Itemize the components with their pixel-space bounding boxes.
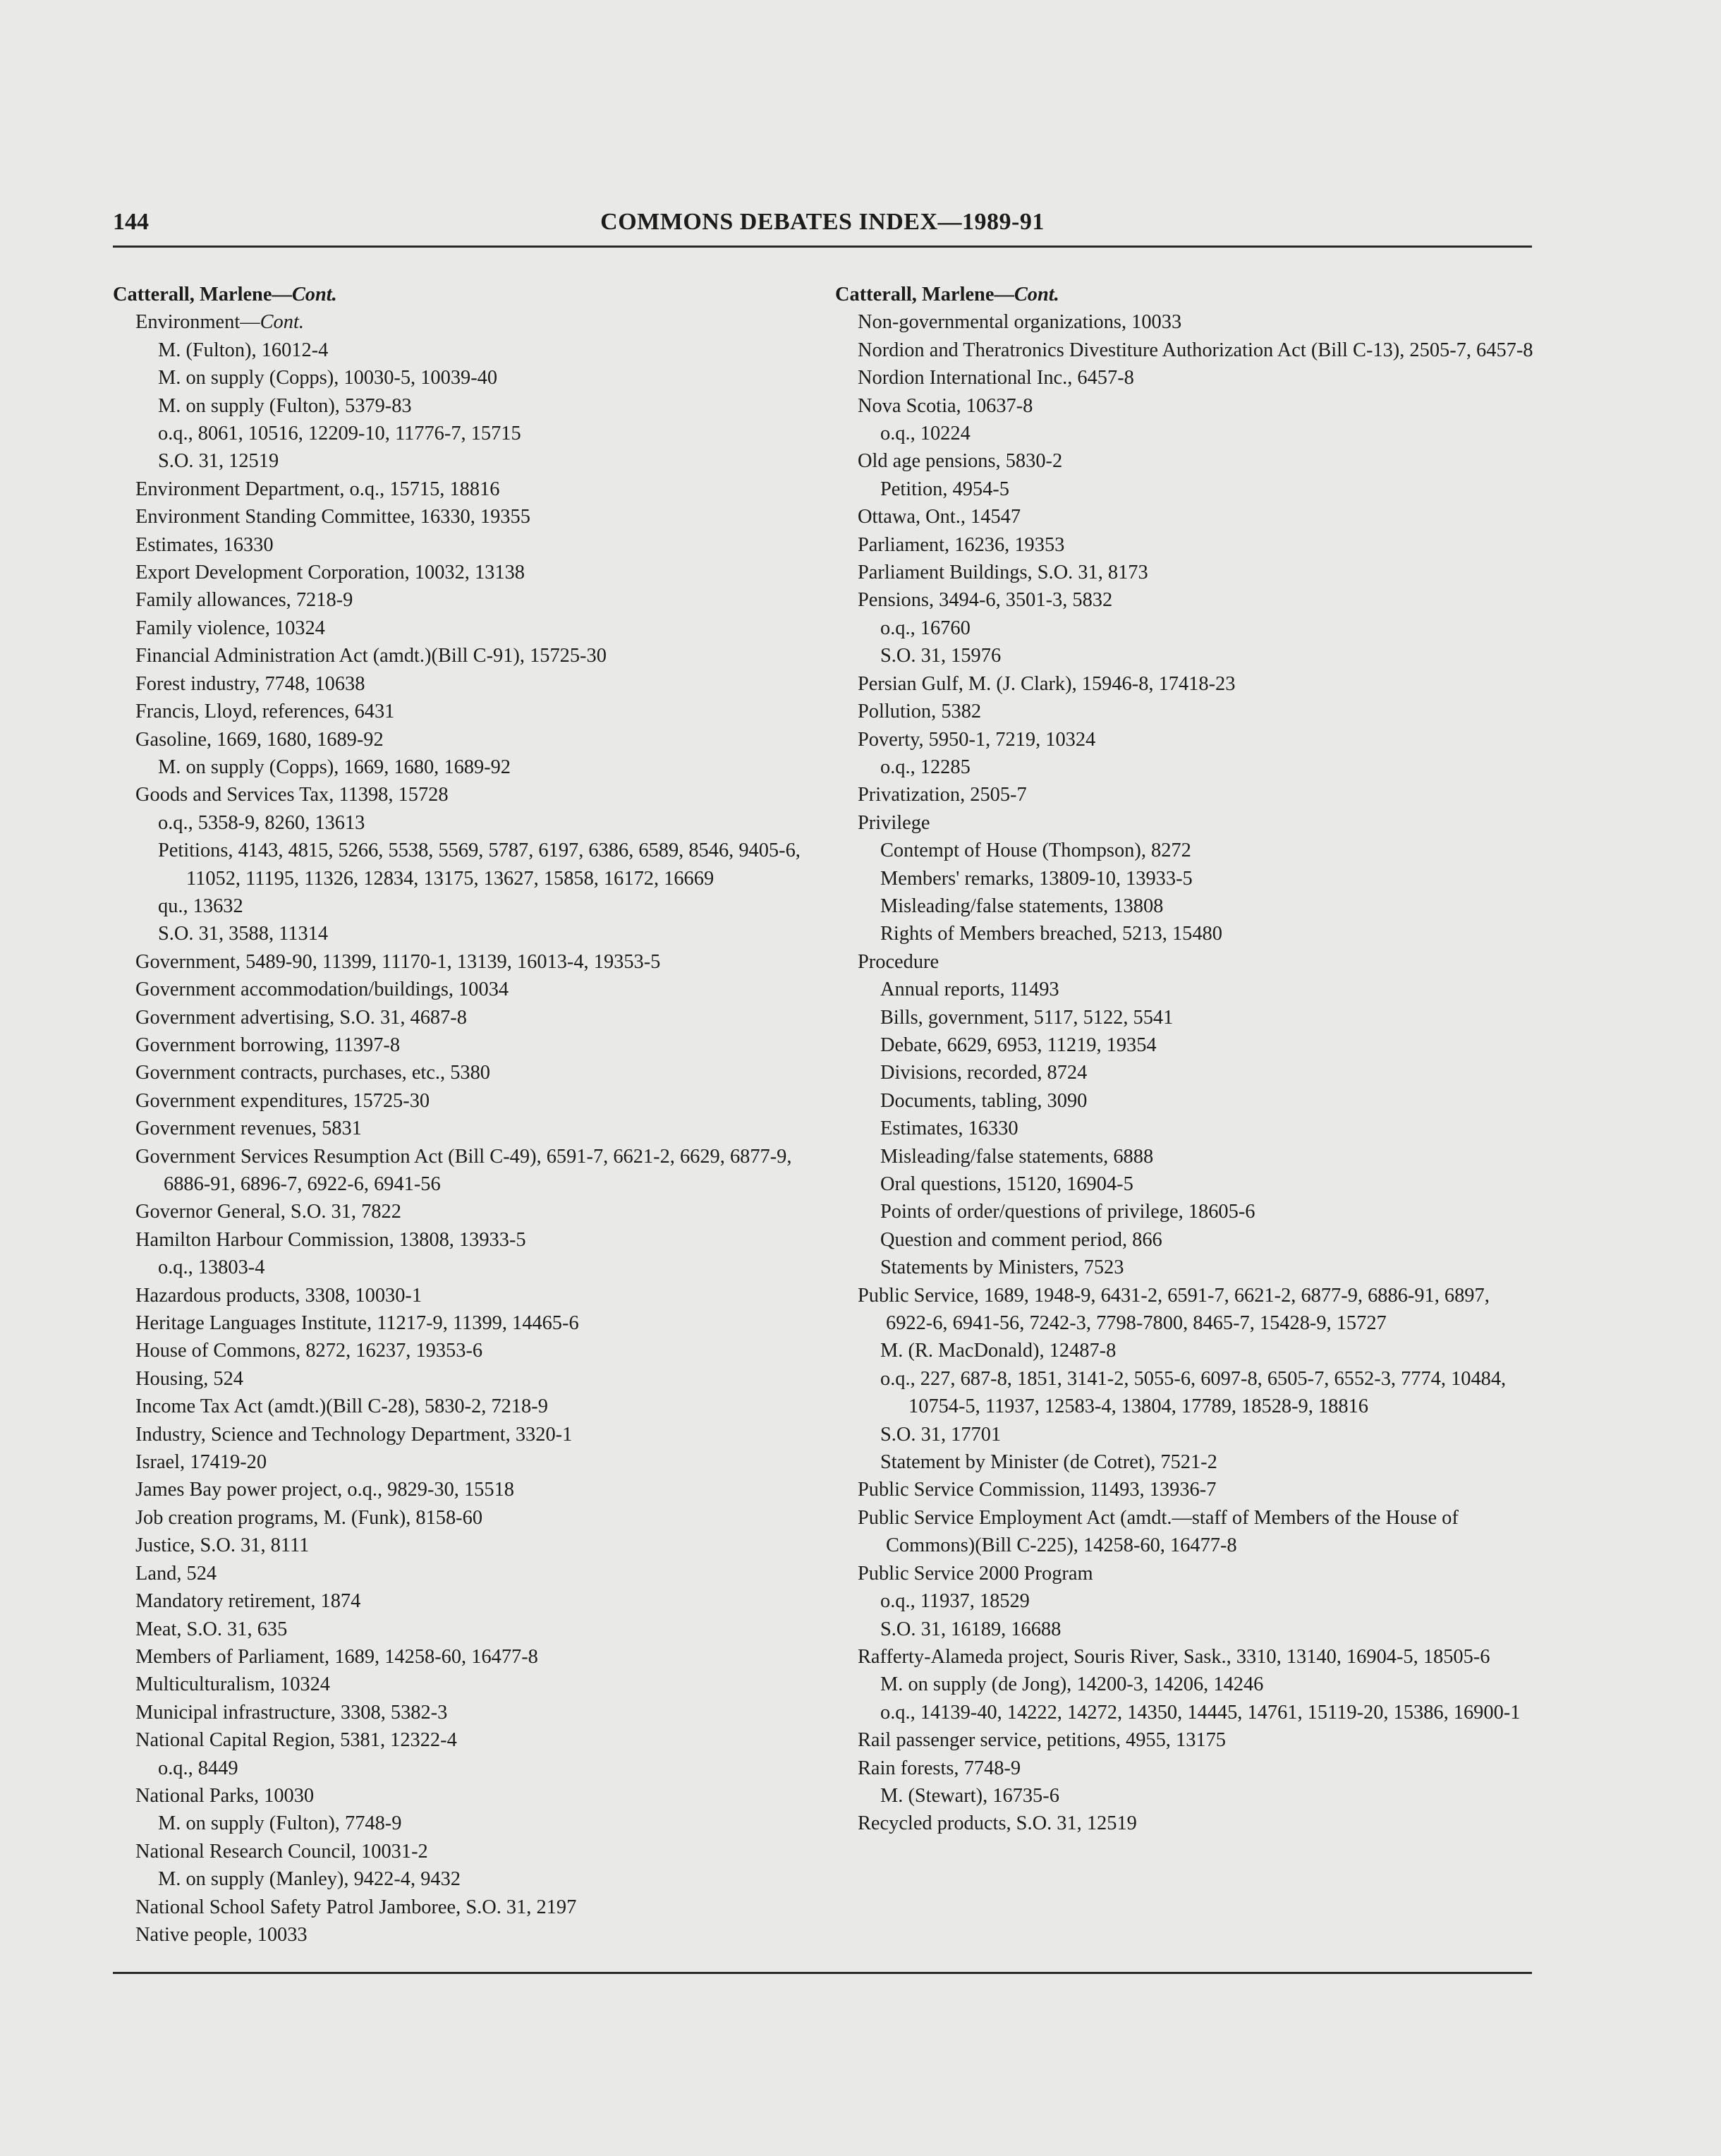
index-entry <box>113 614 818 642</box>
index-subentry <box>113 392 818 420</box>
entry-text: Contempt of House (Thompson), 8272 <box>880 840 1191 862</box>
index-subentry <box>835 1004 1533 1031</box>
entry-text: Old age pensions, 5830-2 <box>858 450 1063 473</box>
entry-text: Question and comment period, 866 <box>880 1228 1162 1251</box>
entry-text: Public Service, 1689, 1948-9, 6431-2, 6591-7, 6621-2, 6877-9, 6886-91, 6897, 6922-6, 6941-56, 7242-3, 7798-7800, 8465-7, 15428-9, 15727 <box>858 1284 1490 1335</box>
index-column-left <box>113 281 818 1949</box>
index-heading <box>835 281 1533 308</box>
index-entry <box>835 948 1533 976</box>
entry-text: Petitions, 4143, 4815, 5266, 5538, 5569, 5787, 6197, 6386, 6589, 8546, 9405-6, 11052, 11195, 11326, 12834, 13175, 13627, 15858, 16172, 16669 <box>158 840 801 890</box>
entry-text: Meat, S.O. 31, 635 <box>135 1618 288 1640</box>
index-entry <box>113 1699 818 1726</box>
index-subentry <box>113 364 818 392</box>
entry-text: Family violence, 10324 <box>135 617 325 639</box>
index-entry <box>113 1671 818 1698</box>
entry-text: Mandatory retirement, 1874 <box>135 1590 361 1613</box>
entry-text: National Research Council, 10031-2 <box>135 1840 428 1863</box>
index-entry <box>113 1421 818 1448</box>
entry-text: M. on supply (Fulton), 5379-83 <box>158 394 412 417</box>
index-subentry <box>835 1365 1533 1421</box>
entry-text: o.q., 8061, 10516, 12209-10, 11776-7, 15715 <box>158 423 521 445</box>
index-entry <box>113 1726 818 1754</box>
index-subentry <box>835 920 1533 947</box>
index-subentry <box>835 753 1533 781</box>
entry-text: Family allowances, 7218-9 <box>135 589 353 612</box>
entry-text: Persian Gulf, M. (J. Clark), 15946-8, 17418-23 <box>858 672 1236 695</box>
entry-text: M. on supply (Manley), 9422-4, 9432 <box>158 1868 461 1891</box>
index-subentry <box>835 1337 1533 1364</box>
index-subentry <box>113 1810 818 1837</box>
index-entry <box>835 337 1533 364</box>
index-entry <box>113 1031 818 1059</box>
index-subentry <box>113 1254 818 1281</box>
entry-text: M. (Fulton), 16012-4 <box>158 339 329 361</box>
index-entry <box>835 781 1533 808</box>
entry-text: Francis, Lloyd, references, 6431 <box>135 701 395 723</box>
entry-text: Nova Scotia, 10637-8 <box>858 394 1033 417</box>
index-subentry <box>835 1448 1533 1476</box>
index-entry <box>113 1393 818 1420</box>
entry-text: o.q., 10224 <box>880 423 971 445</box>
entry-text: S.O. 31, 15976 <box>880 645 1002 667</box>
index-heading <box>113 281 818 308</box>
index-entry <box>113 1115 818 1142</box>
index-entry <box>113 781 818 808</box>
index-entry <box>113 476 818 503</box>
entry-text: M. (R. MacDonald), 12487-8 <box>880 1340 1117 1362</box>
entry-text: Government borrowing, 11397-8 <box>135 1034 401 1056</box>
entry-text: Multiculturalism, 10324 <box>135 1673 331 1696</box>
index-entry <box>113 642 818 670</box>
entry-text: S.O. 31, 12519 <box>158 450 279 473</box>
index-entry <box>835 559 1533 586</box>
index-entry <box>835 1810 1533 1837</box>
entry-text: Statement by Minister (de Cotret), 7521-2 <box>880 1451 1217 1474</box>
index-entry <box>835 670 1533 698</box>
entry-text: Privatization, 2505-7 <box>858 784 1027 806</box>
index-entry <box>835 1282 1533 1338</box>
index-entry <box>835 392 1533 420</box>
index-entry <box>113 1616 818 1643</box>
entry-text: Government, 5489-90, 11399, 11170-1, 13139, 16013-4, 19353-5 <box>135 950 661 973</box>
index-entry <box>113 1838 818 1865</box>
entry-text: Native people, 10033 <box>135 1923 308 1946</box>
index-entry <box>835 447 1533 475</box>
index-entry <box>113 1643 818 1671</box>
entry-text: Documents, tabling, 3090 <box>880 1089 1088 1112</box>
entry-text: M. on supply (de Jong), 14200-3, 14206, 14246 <box>880 1673 1264 1696</box>
index-subentry <box>835 1170 1533 1198</box>
entry-text: Environment— <box>135 311 260 334</box>
index-entry <box>835 586 1533 614</box>
entry-text: Government advertising, S.O. 31, 4687-8 <box>135 1006 467 1029</box>
entry-text: Justice, S.O. 31, 8111 <box>135 1534 310 1557</box>
entry-text: Parliament Buildings, S.O. 31, 8173 <box>858 562 1148 584</box>
index-entry <box>835 503 1533 531</box>
entry-text: Debate, 6629, 6953, 11219, 19354 <box>880 1034 1157 1056</box>
index-subentry <box>113 892 818 920</box>
entry-text: Pollution, 5382 <box>858 701 982 723</box>
index-entry <box>835 1726 1533 1754</box>
entry-text: o.q., 16760 <box>880 617 971 639</box>
index-subentry <box>835 1254 1533 1281</box>
index-entry <box>113 726 818 753</box>
index-subentry <box>835 1198 1533 1225</box>
index-subentry <box>835 1616 1533 1643</box>
index-entry <box>835 726 1533 753</box>
index-entry <box>835 698 1533 725</box>
index-entry <box>113 503 818 531</box>
index-subentry <box>835 1115 1533 1142</box>
index-subentry <box>835 1421 1533 1448</box>
entry-text: M. on supply (Copps), 10030-5, 10039-40 <box>158 367 498 389</box>
index-subentry <box>835 1699 1533 1726</box>
index-entry <box>835 531 1533 559</box>
entry-text: Members of Parliament, 1689, 14258-60, 16477-8 <box>135 1645 538 1668</box>
index-entry <box>113 1476 818 1503</box>
entry-text: Estimates, 16330 <box>880 1118 1018 1140</box>
entry-text: Petition, 4954-5 <box>880 478 1009 500</box>
entry-text: Rail passenger service, petitions, 4955, 13175 <box>858 1729 1226 1752</box>
index-entry <box>113 1448 818 1476</box>
index-entry <box>835 364 1533 392</box>
entry-text: Goods and Services Tax, 11398, 15728 <box>135 784 449 806</box>
page-number: 144 <box>113 209 149 235</box>
index-entry <box>113 1226 818 1254</box>
entry-text: Government accommodation/buildings, 10034 <box>135 979 509 1001</box>
entry-text: Non-governmental organizations, 10033 <box>858 311 1182 334</box>
entry-text: Parliament, 16236, 19353 <box>858 533 1065 556</box>
entry-text: Poverty, 5950-1, 7219, 10324 <box>858 728 1096 751</box>
index-column-right <box>835 281 1533 1838</box>
entry-text: Recycled products, S.O. 31, 12519 <box>858 1812 1137 1835</box>
index-subentry <box>835 976 1533 1003</box>
entry-text: Hamilton Harbour Commission, 13808, 13933-5 <box>135 1228 526 1251</box>
entry-text: o.q., 5358-9, 8260, 13613 <box>158 811 365 834</box>
entry-text: Nordion and Theratronics Divestiture Authorization Act (Bill C-13), 2505-7, 6457-8 <box>858 339 1533 361</box>
entry-text: Industry, Science and Technology Department, 3320-1 <box>135 1423 573 1446</box>
index-subentry <box>835 1143 1533 1170</box>
index-entry <box>113 559 818 586</box>
index-entry <box>835 1504 1533 1560</box>
entry-text: Misleading/false statements, 13808 <box>880 895 1164 917</box>
entry-text: Financial Administration Act (amdt.)(Bill C-91), 15725-30 <box>135 645 607 667</box>
entry-text: National School Safety Patrol Jamboree, S.O. 31, 2197 <box>135 1896 577 1918</box>
index-entry <box>113 1004 818 1031</box>
index-entry <box>113 976 818 1003</box>
index-subentry <box>835 476 1533 503</box>
entry-text: M. on supply (Fulton), 7748-9 <box>158 1812 402 1835</box>
index-entry <box>113 1921 818 1949</box>
entry-text: Nordion International Inc., 6457-8 <box>858 367 1134 389</box>
index-entry <box>835 809 1533 837</box>
entry-text: Forest industry, 7748, 10638 <box>135 672 365 695</box>
entry-text: qu., 13632 <box>158 895 243 917</box>
index-subentry <box>835 892 1533 920</box>
entry-text: House of Commons, 8272, 16237, 19353-6 <box>135 1340 483 1362</box>
index-entry <box>113 1782 818 1810</box>
index-subentry <box>835 1087 1533 1115</box>
entry-text: Government revenues, 5831 <box>135 1118 362 1140</box>
index-entry <box>113 1894 818 1921</box>
entry-text: Annual reports, 11493 <box>880 979 1059 1001</box>
entry-text: Misleading/false statements, 6888 <box>880 1145 1154 1168</box>
entry-text: Pensions, 3494-6, 3501-3, 5832 <box>858 589 1113 612</box>
index-subentry <box>113 837 818 892</box>
entry-text: Rights of Members breached, 5213, 15480 <box>880 923 1222 945</box>
index-subentry <box>835 642 1533 670</box>
entry-text: Housing, 524 <box>135 1367 244 1390</box>
index-entry <box>113 1087 818 1115</box>
entry-text: Rafferty-Alameda project, Souris River, Sask., 3310, 13140, 16904-5, 18505-6 <box>858 1645 1490 1668</box>
index-subentry <box>835 420 1533 447</box>
index-entry <box>113 1198 818 1225</box>
entry-text: Members' remarks, 13809-10, 13933-5 <box>880 867 1193 890</box>
index-entry <box>113 1337 818 1364</box>
running-title: COMMONS DEBATES INDEX—1989-91 <box>600 209 1045 235</box>
index-entry <box>835 1476 1533 1503</box>
entry-text: James Bay power project, o.q., 9829-30, 15518 <box>135 1479 514 1501</box>
entry-text: Privilege <box>858 811 930 834</box>
header-rule <box>113 246 1532 248</box>
entry-text: National Parks, 10030 <box>135 1784 315 1807</box>
entry-text: Hazardous products, 3308, 10030-1 <box>135 1284 422 1307</box>
index-subentry <box>835 865 1533 892</box>
entry-text: o.q., 12285 <box>880 756 971 778</box>
entry-text: S.O. 31, 16189, 16688 <box>880 1618 1062 1640</box>
entry-text: o.q., 8449 <box>158 1757 238 1779</box>
entry-text: Government contracts, purchases, etc., 5380 <box>135 1062 490 1084</box>
index-entry <box>113 670 818 698</box>
entry-text: Land, 524 <box>135 1562 217 1585</box>
index-entry <box>113 1143 818 1199</box>
index-entry <box>113 1309 818 1337</box>
index-subentry <box>835 1587 1533 1615</box>
footer-rule <box>113 1972 1532 1974</box>
index-entry <box>835 1643 1533 1671</box>
entry-text: o.q., 11937, 18529 <box>880 1590 1030 1613</box>
entry-text: Governor General, S.O. 31, 7822 <box>135 1201 401 1223</box>
index-subentry <box>113 1755 818 1782</box>
entry-text: Catterall, Marlene— <box>835 284 1014 305</box>
entry-text: Government expenditures, 15725-30 <box>135 1089 430 1112</box>
index-entry <box>113 531 818 559</box>
index-subentry <box>113 447 818 475</box>
entry-text: Procedure <box>858 950 939 973</box>
entry-text: Public Service Employment Act (amdt.—staff of Members of the House of Commons)(Bill C-225), 14258-60, 16477-8 <box>858 1506 1459 1557</box>
index-subentry <box>113 920 818 947</box>
entry-text: Job creation programs, M. (Funk), 8158-60 <box>135 1506 483 1529</box>
index-entry <box>113 1365 818 1393</box>
index-entry <box>113 1059 818 1086</box>
entry-text: Public Service 2000 Program <box>858 1562 1093 1585</box>
entry-text: M. on supply (Copps), 1669, 1680, 1689-92 <box>158 756 511 778</box>
continued-label: Cont. <box>291 284 337 305</box>
entry-text: Statements by Ministers, 7523 <box>880 1256 1124 1279</box>
index-entry <box>113 308 818 336</box>
index-subentry <box>113 809 818 837</box>
entry-text: Environment Department, o.q., 15715, 18816 <box>135 478 500 500</box>
index-subentry <box>835 1671 1533 1698</box>
index-entry <box>835 1560 1533 1587</box>
entry-text: Government Services Resumption Act (Bill C-49), 6591-7, 6621-2, 6629, 6877-9, 6886-91, 6896-7, 6922-6, 6941-56 <box>135 1145 792 1195</box>
entry-text: Municipal infrastructure, 3308, 5382-3 <box>135 1701 448 1724</box>
index-entry <box>113 698 818 725</box>
page-header <box>113 209 1532 244</box>
index-entry <box>113 1587 818 1615</box>
index-subentry <box>113 1865 818 1893</box>
entry-text: Environment Standing Committee, 16330, 19355 <box>135 506 530 528</box>
index-subentry <box>113 753 818 781</box>
entry-text: Income Tax Act (amdt.)(Bill C-28), 5830-2, 7218-9 <box>135 1395 548 1418</box>
entry-text: National Capital Region, 5381, 12322-4 <box>135 1729 457 1752</box>
index-entry <box>113 1532 818 1559</box>
index-entry <box>835 1755 1533 1782</box>
index-subentry <box>835 1031 1533 1059</box>
index-entry <box>113 586 818 614</box>
index-subentry <box>113 420 818 447</box>
entry-text: Rain forests, 7748-9 <box>858 1757 1021 1779</box>
entry-text: S.O. 31, 17701 <box>880 1423 1002 1446</box>
entry-text: Divisions, recorded, 8724 <box>880 1062 1088 1084</box>
entry-text: Bills, government, 5117, 5122, 5541 <box>880 1006 1174 1029</box>
index-entry <box>113 948 818 976</box>
index-entry <box>113 1282 818 1309</box>
entry-text: S.O. 31, 3588, 11314 <box>158 923 329 945</box>
entry-text: o.q., 14139-40, 14222, 14272, 14350, 14445, 14761, 15119-20, 15386, 16900-1 <box>880 1701 1521 1724</box>
entry-text: Catterall, Marlene— <box>113 284 292 305</box>
entry-text: o.q., 13803-4 <box>158 1256 265 1279</box>
continued-label: Cont. <box>1014 284 1059 305</box>
entry-text: Estimates, 16330 <box>135 533 274 556</box>
entry-text: Israel, 17419-20 <box>135 1451 267 1474</box>
index-subentry <box>835 1059 1533 1086</box>
index-subentry <box>113 337 818 364</box>
index-entry <box>113 1560 818 1587</box>
index-entry <box>835 308 1533 336</box>
entry-text: Public Service Commission, 11493, 13936-7 <box>858 1479 1217 1501</box>
index-subentry <box>835 1226 1533 1254</box>
entry-text: Oral questions, 15120, 16904-5 <box>880 1173 1133 1195</box>
entry-text: Points of order/questions of privilege, 18605-6 <box>880 1201 1255 1223</box>
continued-label: Cont. <box>260 311 304 334</box>
entry-text: Gasoline, 1669, 1680, 1689-92 <box>135 728 384 751</box>
index-subentry <box>835 837 1533 864</box>
index-subentry <box>835 1782 1533 1810</box>
entry-text: Heritage Languages Institute, 11217-9, 11399, 14465-6 <box>135 1312 579 1335</box>
index-entry <box>113 1504 818 1532</box>
entry-text: Export Development Corporation, 10032, 13138 <box>135 562 525 584</box>
index-subentry <box>835 614 1533 642</box>
entry-text: o.q., 227, 687-8, 1851, 3141-2, 5055-6, 6097-8, 6505-7, 6552-3, 7774, 10484, 10754-5, 11937, 12583-4, 13804, 17789, 18528-9, 18816 <box>880 1367 1507 1418</box>
entry-text: Ottawa, Ont., 14547 <box>858 506 1021 528</box>
entry-text: M. (Stewart), 16735-6 <box>880 1784 1059 1807</box>
